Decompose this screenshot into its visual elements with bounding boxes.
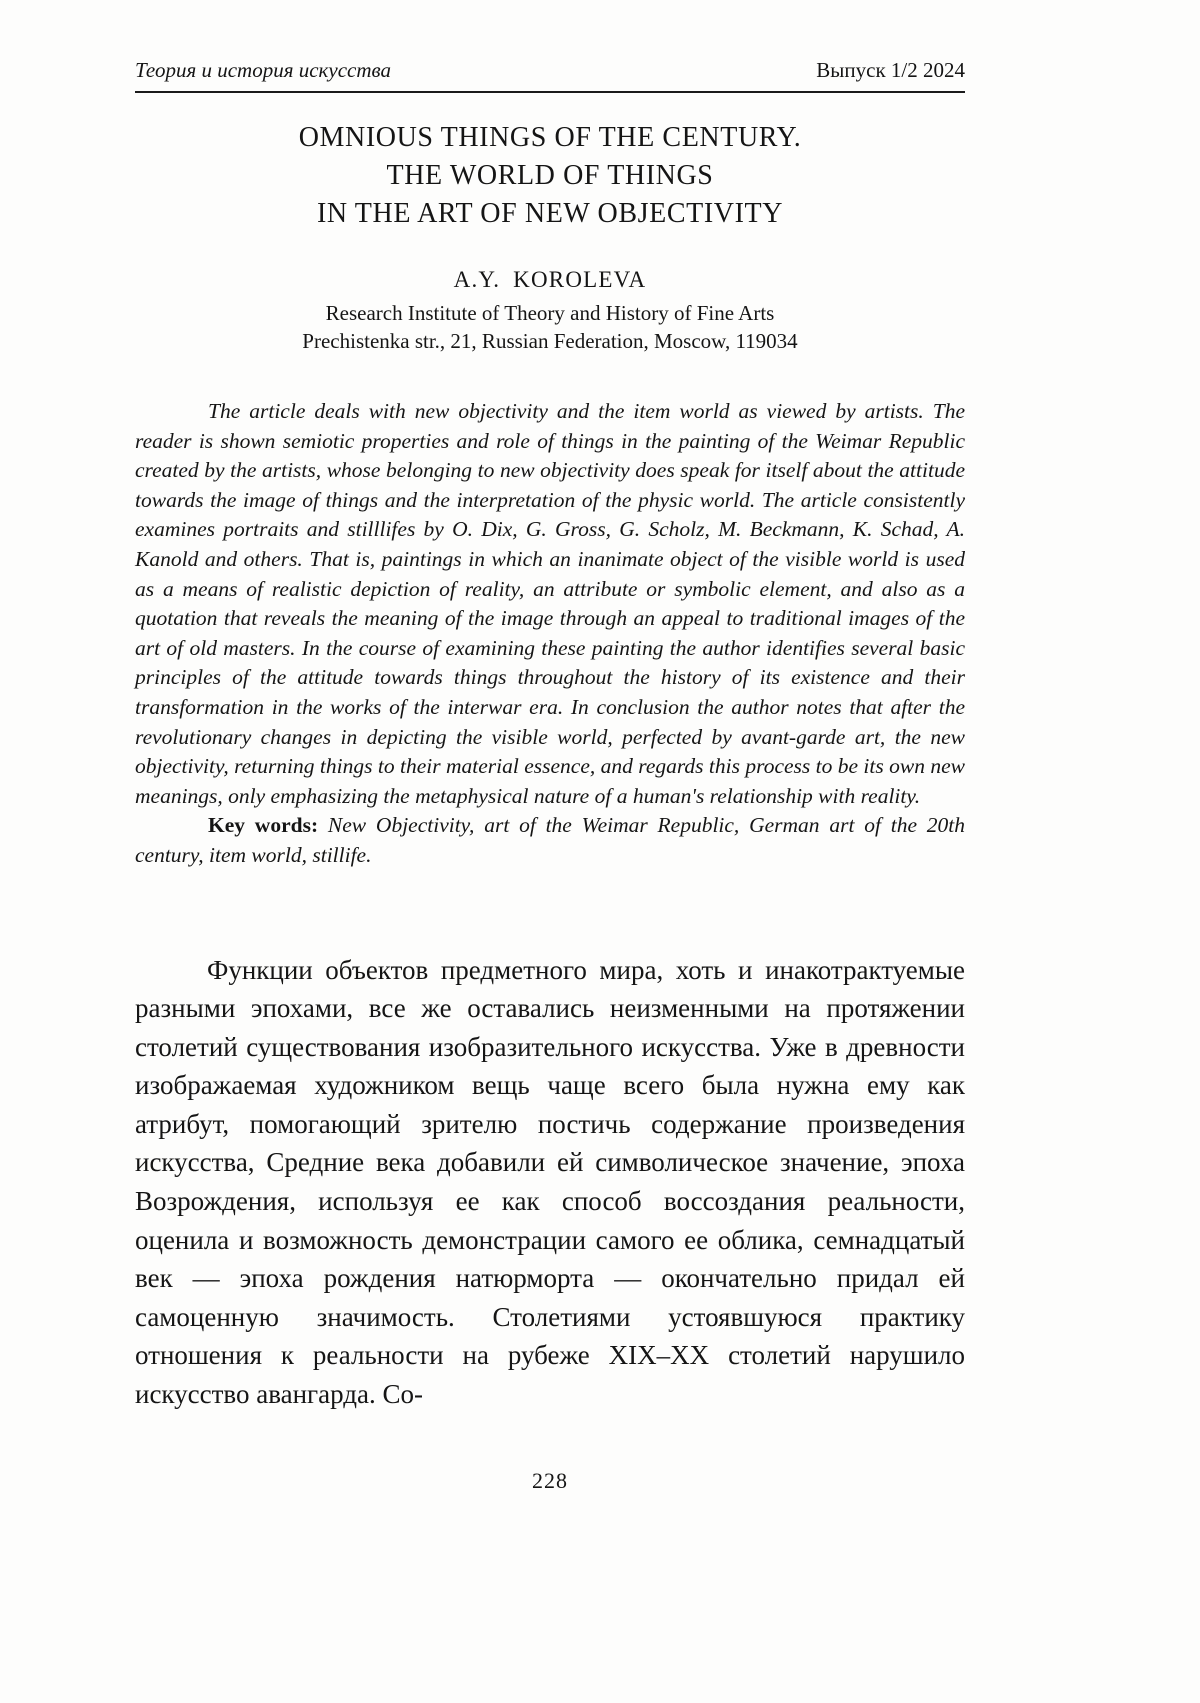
affiliation-address: Prechistenka str., 21, Russian Federation, Moscow, 119034 [302,329,798,353]
article-body [135,951,965,1414]
article-title: OMNIOUS THINGS OF THE CENTURY. THE WORLD OF THINGS IN THE ART OF NEW OBJECTIVITY [298,122,802,229]
abstract-text: The article deals with new objectivity and the item world as viewed by artists. The reader is shown semiotic properties and role of things in the painting of the Weimar Republic created by the artists, whose belonging to new objectivity does speak for itself about the attitude towards the image of things and the interpretation of the physic world. The article consistently examines portraits and stilllifes by O. Dix, G. Gross, G. Scholz, M. Beckmann, K. Schad, A. Kanold and others. That is, paintings in which an inanimate object of the visible world is used as a means of realistic depiction of reality, an attribute or symbolic element, and also as a quotation that reveals the meaning of the image through an appeal to traditional images of the art of old masters. In the course of examining these painting the author identifies several basic principles of the attitude towards things throughout the history of its existence and their transformation in the works of the interwar era. In conclusion the author notes that after the revolutionary changes in depicting the visible world, perfected by avant-garde art, the new objectivity, returning things to their material essence, and regards this process to be its own new meanings, only emphasizing the metaphysical nature of a human's relationship with reality. [135,399,965,808]
keywords-spacer [318,813,328,837]
keywords-text: New Objectivity, art of the Weimar Republic, German art of the 20th century, item world, stillife. [135,813,965,867]
keywords-label: Key words: [208,813,319,838]
page-number: 228 [532,1468,568,1493]
body-paragraph: Функции объектов предметного мира, хоть и инакотрактуемые разными эпохами, все же оставались неизменными на протяжении столетий существования изобразительного искусства. Уже в древности изображаемая художником вещь чаще всего была нужна ему как атрибут, помогающий зрителю постичь содержание произведения искусства, Средние века добавили ей символическое значение, эпоха Возрождения, используя ее как способ воссоздания реальности, оценила и возможность демонстрации самого ее облика, семнадцатый век — эпоха рождения натюрморта — окончательно придал ей самоценную значимость. Столетиями устоявшуюся практику отношения к реальности на рубеже XIX–XX столетий нарушило искусство авангарда. Со- [135,954,965,1410]
keywords-paragraph [135,811,965,870]
abstract-section [135,397,965,811]
author-block [135,267,965,355]
journal-section-title: Теория и история искусства [135,58,391,82]
running-head [135,58,965,93]
author-affiliation: Research Institute of Theory and History of Fine Arts [325,301,775,325]
page-content [135,0,965,1414]
issue-label: Выпуск 1/2 2024 [816,58,965,82]
author-name: A.Y. KOROLEVA [453,267,647,292]
